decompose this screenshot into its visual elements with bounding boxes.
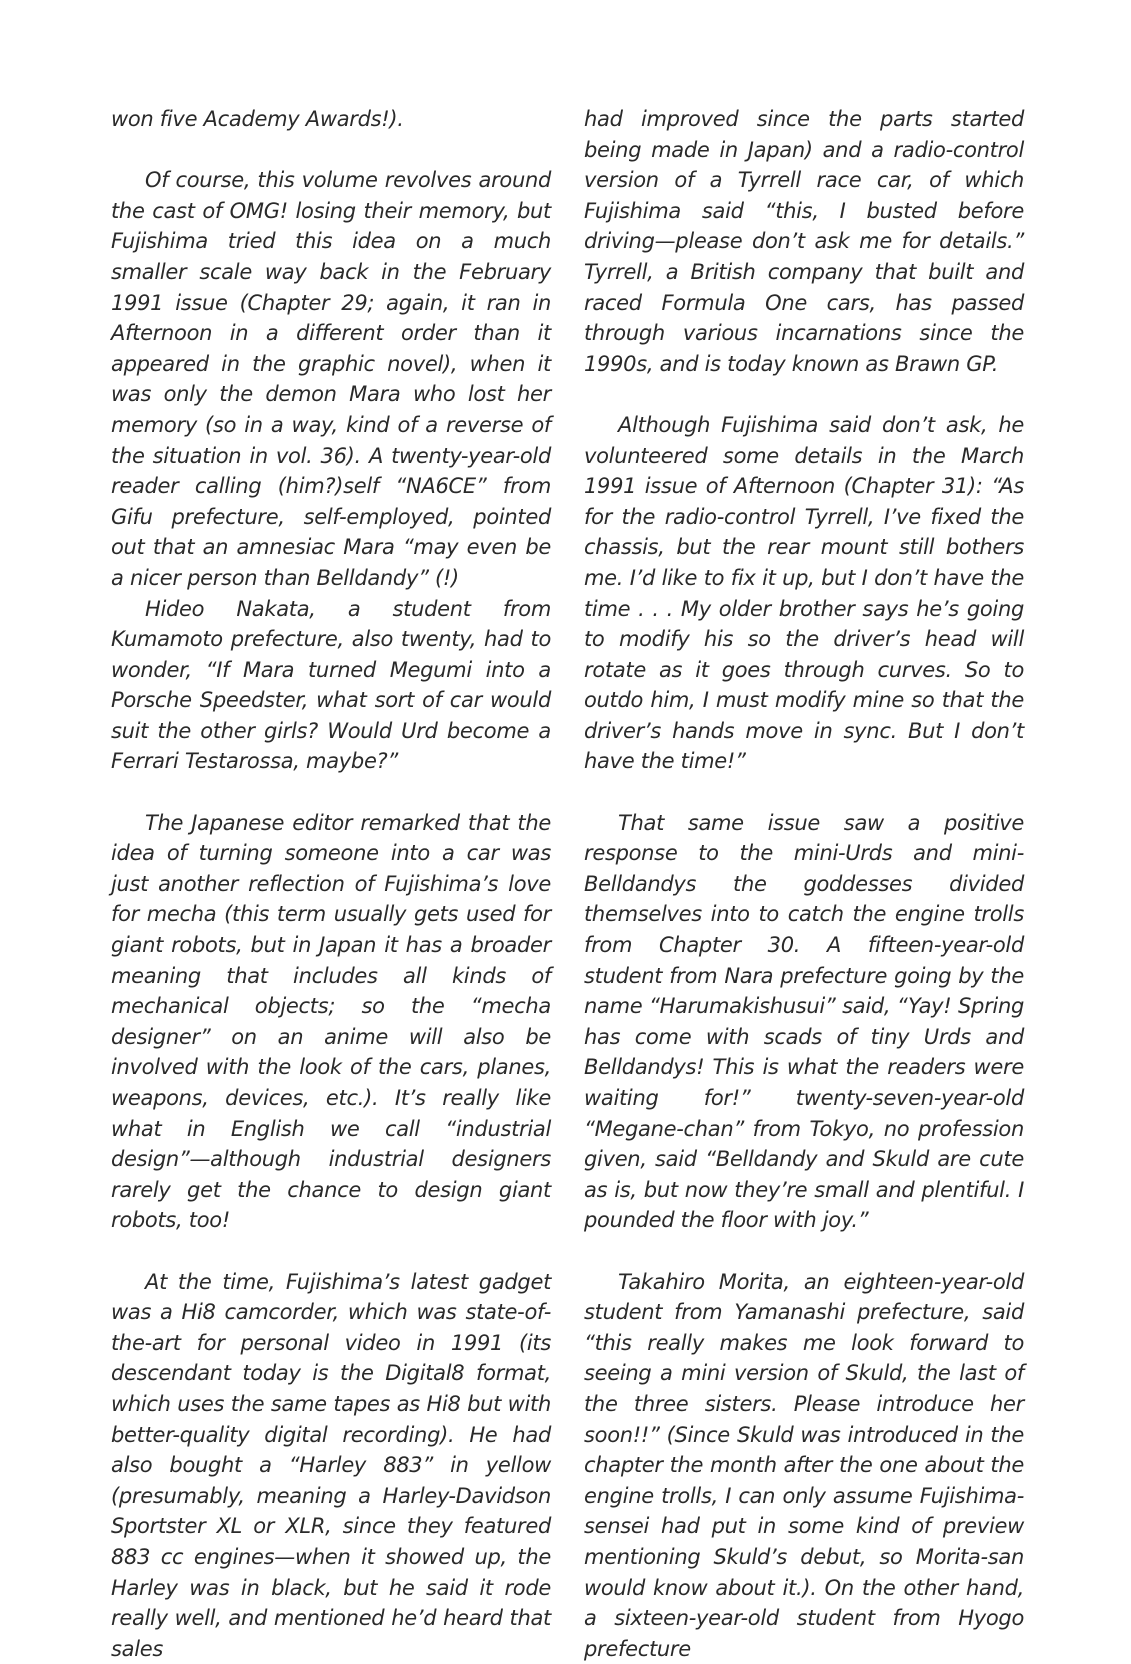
paragraph: That same issue saw a positive response to the mini-Urds and mini-Belldandys the goddesses divided themselves into to catch the engine trolls from Chapter 30. A fifteen-year-old student from Nara prefecture going by the name “Harumakishusui” said, “Yay! Spring has come with scads of tiny Urds and Belldandys! This is what the readers were waiting for!” twenty-seven-year-old “Megane-chan” from Tokyo, no profession given, said “Belldandy and Skuld are cute as is, but now they’re small and plentiful. I pounded the floor with joy.” [584,810,1024,1233]
paragraph: Of course, this volume revolves around the cast of OMG! losing their memory, but Fujishima tried this idea on a much smaller scale way back in the February 1991 issue (Chapter 29; again, it ran in Afternoon in a different order than it appeared in the graphic novel), when it was only the demon Mara who lost her memory (so in a way, kind of a reverse of the situation in vol. 36). A twenty-year-old reader calling (him?)self “NA6CE” from Gifu prefecture, self-employed, pointed out that an amnesiac Mara “may even be a nicer person than Belldandy” (!) [111,168,551,590]
paragraph: At the time, Fujishima’s latest gadget was a Hi8 camcorder, which was state-of-the-art for personal video in 1991 (its descendant today is the Digital8 format, which uses the same tapes as Hi8 but with better-quality digital recording). He had also bought a “Harley 883” in yellow (presumably, meaning a Harley-Davidson Sportster XL or XLR, since they featured 883 cc engines—when it showed up, the Harley was in black, but he said it rode really well, and mentioned he’d heard that sales [111,1269,551,1661]
paragraph: Takahiro Morita, an eighteen-year-old student from Yamanashi prefecture, said “this really makes me look forward to seeing a mini version of Skuld, the last of the three sisters. Please introduce her soon!!” (Since Skuld was introduced in the chapter the month after the one about the engine trolls, I can only assume Fujishima-sensei had put in some kind of preview mentioning Skuld’s debut, so Morita-san would know about it.). On the other hand, a sixteen-year-old student from Hyogo prefecture [584,1269,1024,1661]
paragraph: Hideo Nakata, a student from Kumamoto prefecture, also twenty, had to wonder, “If Mara turned Megumi into a Porsche Speedster, what sort of car would suit the other girls? Would Urd become a Ferrari Testarossa, maybe?” [111,596,551,774]
paragraph: had improved since the parts started being made in Japan) and a radio-control version of a Tyrrell race car, of which Fujishima said “this, I busted before driving—please don’t ask me for details.” Tyrrell, a British company that built and raced Formula One cars, has passed through various incarnations since the 1990s, and is today known as Brawn GP. [584,107,1024,376]
paragraph: The Japanese editor remarked that the idea of turning someone into a car was just another reflection of Fujishima’s love for mecha (this term usually gets used for giant robots, but in Japan it has a broader meaning that includes all kinds of mechanical objects; so the “mecha designer” on an anime will also be involved with the look of the cars, planes, weapons, devices, etc.). It’s really like what in English we call “industrial design”—although industrial designers rarely get the chance to design giant robots, too! [111,810,551,1233]
right-text-column [584,104,1024,1664]
left-text-column [111,104,551,1664]
paragraph: Although Fujishima said don’t ask, he volunteered some details in the March 1991 issue of Afternoon (Chapter 31): “As for the radio-control Tyrrell, I’ve fixed the chassis, but the rear mount still bothers me. I’d like to fix it up, but I don’t have the time . . . My older brother says he’s going to modify his so the driver’s head will rotate as it goes through curves. So to outdo him, I must modify mine so that the driver’s hands move in sync. But I don’t have the time!” [584,412,1024,774]
paragraph: won five Academy Awards!). [111,107,404,131]
